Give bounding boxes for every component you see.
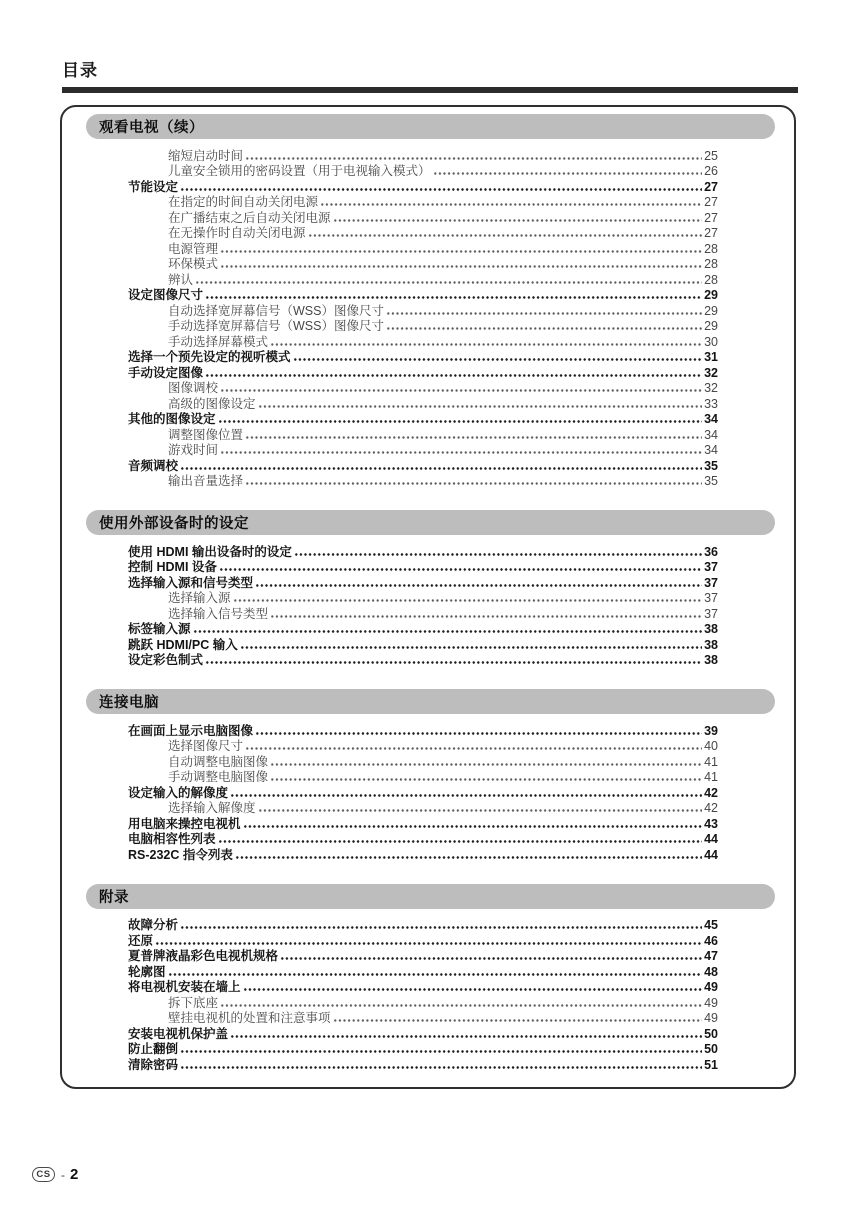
toc-entry-page: 47 (704, 949, 718, 963)
dot-leader-icon (230, 1027, 702, 1041)
toc-entry-page: 41 (704, 770, 718, 784)
toc-entry-label: 电脑相容性列表 (128, 832, 216, 846)
toc-entry (128, 318, 718, 334)
toc-entry (128, 147, 718, 163)
dot-leader-icon (180, 180, 702, 194)
toc-entry (128, 209, 718, 225)
toc-entry (128, 948, 718, 964)
toc-entry-label: 高级的图像设定 (168, 396, 256, 411)
dot-leader-icon (218, 832, 703, 846)
toc-entry (128, 574, 718, 590)
toc-entry-label: 设定图像尺寸 (128, 288, 204, 302)
toc-entry-label: 儿童安全锁用的密码设置（用于电视输入模式） (168, 164, 431, 178)
toc-entry-label: 环保模式 (168, 257, 219, 271)
section-title: 连接电脑 (99, 695, 159, 711)
toc-entry-page: 33 (704, 396, 718, 411)
toc-entry-label: 在广播结束之后自动关闭电源 (168, 210, 331, 225)
toc-section (62, 510, 794, 667)
dot-leader-icon (333, 1011, 703, 1025)
toc-entry-label: 选择输入信号类型 (168, 606, 269, 621)
page-footer (32, 1166, 78, 1183)
toc-entry-page: 45 (704, 918, 718, 932)
dot-leader-icon (220, 996, 702, 1010)
toc-entry-page: 35 (704, 458, 718, 473)
toc-entry-page: 29 (704, 288, 718, 302)
dot-leader-icon (180, 1042, 702, 1056)
dot-leader-icon (168, 965, 703, 979)
toc-entry-page: 31 (704, 350, 718, 364)
section-entries (128, 917, 718, 1072)
toc-entry (128, 225, 718, 241)
toc-entry-page: 41 (704, 754, 718, 769)
dot-leader-icon (294, 545, 702, 559)
toc-entry-label: 输出音量选择 (168, 474, 244, 488)
section-entries (128, 147, 718, 488)
toc-entry-label: 跳跃 HDMI/PC 输入 (128, 637, 238, 652)
dot-leader-icon (220, 443, 702, 457)
toc-entry-page: 29 (704, 303, 718, 318)
toc-entry-label: 选择图像尺寸 (168, 739, 244, 753)
toc-entry-page: 28 (704, 241, 718, 256)
toc-entry (128, 1025, 718, 1041)
toc-entry-page: 32 (704, 381, 718, 395)
section-header-bar (86, 884, 775, 909)
toc-entry (128, 722, 718, 738)
section-header-bar (86, 114, 775, 139)
toc-box (60, 105, 796, 1089)
dot-leader-icon (205, 366, 702, 380)
toc-entry (128, 963, 718, 979)
toc-entry (128, 815, 718, 831)
toc-entry-page: 38 (704, 622, 718, 636)
dot-leader-icon (240, 638, 702, 652)
toc-entry (128, 333, 718, 349)
toc-entry-page: 48 (704, 964, 718, 979)
toc-entry (128, 411, 718, 427)
toc-entry-page: 39 (704, 723, 718, 738)
dot-leader-icon (245, 149, 702, 163)
toc-entry-label: 节能设定 (128, 179, 179, 194)
toc-entry-label: 手动设定图像 (128, 365, 204, 380)
dot-leader-icon (270, 607, 702, 621)
section-header-bar (86, 689, 775, 714)
toc-entry-label: 音频调校 (128, 458, 179, 473)
toc-entry-label: 设定彩色制式 (128, 653, 204, 667)
toc-entry (128, 163, 718, 179)
toc-entry-page: 28 (704, 257, 718, 271)
toc-entry (128, 457, 718, 473)
dot-leader-icon (270, 335, 702, 349)
toc-entry-page: 29 (704, 319, 718, 333)
toc-entry-label: 游戏时间 (168, 443, 219, 457)
toc-entry-label: 自动选择宽屏幕信号（WSS）图像尺寸 (168, 303, 384, 318)
toc-entry-label: 选择一个预先设定的视听模式 (128, 350, 291, 364)
dot-leader-icon (233, 591, 703, 605)
toc-entry (128, 287, 718, 303)
toc-entry (128, 652, 718, 668)
toc-entry (128, 543, 718, 559)
toc-section (62, 114, 794, 488)
dot-leader-icon (180, 1058, 702, 1072)
dot-leader-icon (245, 739, 702, 753)
footer-separator: - (61, 1167, 65, 1182)
dot-leader-icon (433, 164, 703, 178)
dot-leader-icon (270, 770, 702, 784)
dot-leader-icon (155, 934, 702, 948)
dot-leader-icon (333, 211, 703, 225)
toc-entry (128, 473, 718, 489)
toc-entry (128, 194, 718, 210)
dot-leader-icon (255, 724, 702, 738)
toc-entry-page: 32 (704, 365, 718, 380)
toc-entry-page: 27 (704, 195, 718, 209)
toc-entry-page: 38 (704, 637, 718, 652)
toc-entry (128, 738, 718, 754)
dot-leader-icon (205, 288, 702, 302)
section-header-bar (86, 510, 775, 535)
section-title: 使用外部设备时的设定 (99, 516, 249, 532)
dot-leader-icon (270, 755, 702, 769)
page-number: 2 (70, 1166, 79, 1183)
dot-leader-icon (245, 428, 702, 442)
toc-section (62, 689, 794, 862)
toc-entry (128, 349, 718, 365)
toc-entry-page: 37 (704, 591, 718, 605)
toc-entry-label: 夏普牌液晶彩色电视机规格 (128, 949, 279, 963)
toc-entry-label: 故障分析 (128, 918, 179, 932)
dot-leader-icon (258, 397, 703, 411)
dot-leader-icon (205, 653, 702, 667)
toc-entry (128, 559, 718, 575)
toc-entry-page: 34 (704, 412, 718, 426)
toc-entry-page: 49 (704, 1011, 718, 1025)
dot-leader-icon (280, 949, 702, 963)
toc-entry (128, 636, 718, 652)
toc-entry-label: 壁挂电视机的处置和注意事项 (168, 1011, 331, 1025)
toc-entry (128, 846, 718, 862)
toc-entry-label: 标签输入源 (128, 622, 191, 636)
dot-leader-icon (193, 622, 703, 636)
toc-entry-label: 拆下底座 (168, 995, 219, 1010)
toc-entry-label: 轮廓图 (128, 964, 166, 979)
toc-entry-page: 49 (704, 980, 718, 994)
toc-entry-label: 缩短启动时间 (168, 148, 244, 163)
toc-entry-label: 将电视机安装在墙上 (128, 980, 241, 994)
dot-leader-icon (308, 226, 703, 240)
toc-entry (128, 753, 718, 769)
toc-entry (128, 302, 718, 318)
toc-entry (128, 932, 718, 948)
toc-entry-label: 手动选择屏幕模式 (168, 334, 269, 349)
section-title: 观看电视（续） (99, 120, 204, 136)
dot-leader-icon (220, 242, 702, 256)
toc-entry-page: 34 (704, 443, 718, 457)
toc-entry (128, 271, 718, 287)
toc-entry-page: 27 (704, 179, 718, 194)
toc-entry-label: 电源管理 (168, 241, 219, 256)
toc-entry-label: 在无操作时自动关闭电源 (168, 226, 306, 240)
toc-entry-label: 自动调整电脑图像 (168, 754, 269, 769)
toc-entry (128, 364, 718, 380)
toc-entry (128, 1056, 718, 1072)
toc-entry-page: 27 (704, 210, 718, 225)
toc-entry (128, 590, 718, 606)
dot-leader-icon (386, 304, 702, 318)
toc-entry-page: 40 (704, 739, 718, 753)
toc-entry-page: 36 (704, 544, 718, 559)
toc-entry-label: 在画面上显示电脑图像 (128, 723, 254, 738)
language-badge: CS (32, 1167, 55, 1182)
dot-leader-icon (230, 786, 702, 800)
toc-entry (128, 395, 718, 411)
dot-leader-icon (320, 195, 702, 209)
toc-entry-page: 37 (704, 560, 718, 574)
toc-entry-page: 28 (704, 272, 718, 287)
toc-entry-label: 还原 (128, 933, 154, 948)
toc-entry (128, 621, 718, 637)
toc-entry (128, 800, 718, 816)
toc-entry-label: 其他的图像设定 (128, 412, 216, 426)
toc-entry (128, 784, 718, 800)
toc-entry (128, 917, 718, 933)
title-rule (62, 87, 798, 93)
toc-entry (128, 1041, 718, 1057)
toc-entry-label: 选择输入源和信号类型 (128, 575, 254, 590)
toc-entry (128, 240, 718, 256)
toc-entry (128, 831, 718, 847)
toc-entry-page: 50 (704, 1026, 718, 1041)
toc-entry-label: 控制 HDMI 设备 (128, 560, 217, 574)
toc-entry (128, 442, 718, 458)
section-title: 附录 (99, 889, 129, 906)
toc-entry-page: 44 (704, 832, 718, 846)
toc-entry (128, 178, 718, 194)
toc-entry (128, 769, 718, 785)
toc-entry (128, 605, 718, 621)
section-entries (128, 543, 718, 667)
toc-entry-page: 34 (704, 427, 718, 442)
toc-entry (128, 994, 718, 1010)
dot-leader-icon (386, 319, 702, 333)
dot-leader-icon (220, 257, 702, 271)
toc-entry-label: 防止翻倒 (128, 1042, 179, 1056)
toc-entry-label: 调整图像位置 (168, 427, 244, 442)
toc-entry-label: 使用 HDMI 输出设备时的设定 (128, 544, 292, 559)
toc-entry-page: 49 (704, 995, 718, 1010)
toc-entry (128, 979, 718, 995)
dot-leader-icon (195, 273, 702, 287)
toc-entry-label: 手动选择宽屏幕信号（WSS）图像尺寸 (168, 319, 384, 333)
toc-entry-label: 手动调整电脑图像 (168, 770, 269, 784)
toc-entry-page: 43 (704, 816, 718, 831)
toc-entry-label: RS-232C 指令列表 (128, 847, 233, 862)
toc-entry-page: 38 (704, 653, 718, 667)
toc-entry-page: 50 (704, 1042, 718, 1056)
toc-entry-label: 图像调校 (168, 381, 219, 395)
dot-leader-icon (243, 980, 703, 994)
toc-entry-page: 25 (704, 148, 718, 163)
toc-section (62, 884, 794, 1072)
toc-entry-label: 选择输入解像度 (168, 801, 256, 815)
toc-entry-label: 安装电视机保护盖 (128, 1026, 229, 1041)
toc-entry-label: 设定输入的解像度 (128, 785, 229, 800)
toc-entry-page: 46 (704, 933, 718, 948)
dot-leader-icon (220, 381, 702, 395)
toc-entry-label: 用电脑来操控电视机 (128, 816, 241, 831)
dot-leader-icon (245, 474, 702, 488)
dot-leader-icon (293, 350, 703, 364)
dot-leader-icon (219, 560, 702, 574)
toc-entry-page: 42 (704, 785, 718, 800)
dot-leader-icon (218, 412, 703, 426)
dot-leader-icon (235, 848, 702, 862)
dot-leader-icon (243, 817, 703, 831)
dot-leader-icon (258, 801, 703, 815)
toc-entry-page: 51 (704, 1057, 718, 1072)
dot-leader-icon (255, 576, 702, 590)
section-entries (128, 722, 718, 862)
toc-entry-label: 在指定的时间自动关闭电源 (168, 195, 319, 209)
toc-entry-page: 26 (704, 164, 718, 178)
toc-entry-page: 44 (704, 847, 718, 862)
toc-entry-page: 35 (704, 474, 718, 488)
toc-entry-page: 37 (704, 575, 718, 590)
page-title: 目录 (62, 61, 98, 80)
toc-entry-page: 27 (704, 226, 718, 240)
toc-entry (128, 1010, 718, 1026)
toc-entry-page: 30 (704, 334, 718, 349)
dot-leader-icon (180, 918, 702, 932)
toc-entry-label: 辨认 (168, 272, 194, 287)
toc-entry (128, 426, 718, 442)
toc-entry-label: 选择输入源 (168, 591, 231, 605)
toc-entry (128, 256, 718, 272)
toc-entry (128, 380, 718, 396)
toc-entry-page: 42 (704, 801, 718, 815)
toc-entry-label: 清除密码 (128, 1057, 179, 1072)
dot-leader-icon (180, 459, 702, 473)
toc-entry-page: 37 (704, 606, 718, 621)
